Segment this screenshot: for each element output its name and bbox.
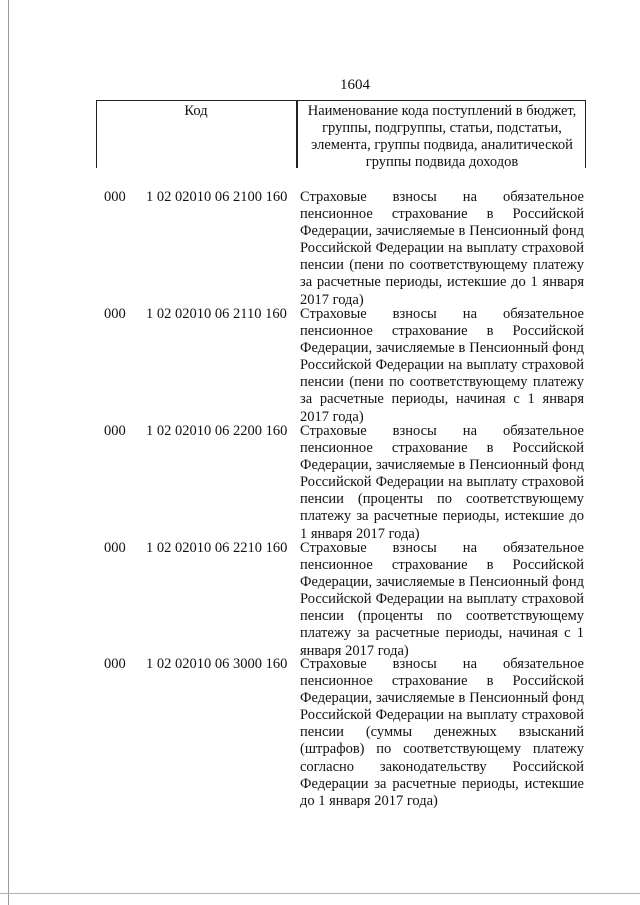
- row-group-code: 000: [104, 423, 126, 439]
- row-group-code: 000: [104, 656, 126, 672]
- row-description: Страховые взносы на обязательное пенсионное страхование в Российской Федерации, зачисляемые в Пенсионный фонд Российской Федерации на выплату страховой пенсии (проценты по соответствующему платежу за расчетные периоды, истекшие до 1 января 2017 года): [300, 423, 584, 542]
- row-group-code: 000: [104, 189, 126, 205]
- scan-edge-left: [8, 0, 9, 905]
- row-group-code: 000: [104, 306, 126, 322]
- row-revenue-code: 1 02 02010 06 3000 160: [146, 656, 288, 672]
- header-name-label: Наименование кода поступлений в бюджет, группы, подгруппы, статьи, подстатьи, элемента, группы подвида, аналитической группы подвида доходов: [307, 103, 577, 170]
- row-description: Страховые взносы на обязательное пенсионное страхование в Российской Федерации, зачисляемые в Пенсионный фонд Российской Федерации на выплату страховой пенсии (суммы денежных взысканий (штрафов) по соответствующему платежу согласно законодательству Российской Федерации за расчетные периоды, истекшие до 1 января 2017 года): [300, 656, 584, 809]
- row-revenue-code: 1 02 02010 06 2210 160: [146, 540, 288, 556]
- page-number: 1604: [340, 77, 370, 93]
- row-description: Страховые взносы на обязательное пенсионное страхование в Российской Федерации, зачисляемые в Пенсионный фонд Российской Федерации на выплату страховой пенсии (пени по соответствующему платежу за расчетные периоды, истекшие до 1 января 2017 года): [300, 189, 584, 308]
- header-code-label: Код: [184, 103, 208, 119]
- scan-edge-bottom: [0, 893, 640, 894]
- row-revenue-code: 1 02 02010 06 2100 160: [146, 189, 288, 205]
- row-description: Страховые взносы на обязательное пенсионное страхование в Российской Федерации, зачисляемые в Пенсионный фонд Российской Федерации на выплату страховой пенсии (пени по соответствующему платежу за расчетные периоды, начиная с 1 января 2017 года): [300, 306, 584, 425]
- row-description: Страховые взносы на обязательное пенсионное страхование в Российской Федерации, зачисляемые в Пенсионный фонд Российской Федерации на выплату страховой пенсии (проценты по соответствующему платежу за расчетные периоды, начиная с 1 января 2017 года): [300, 540, 584, 659]
- row-revenue-code: 1 02 02010 06 2110 160: [146, 306, 287, 322]
- row-revenue-code: 1 02 02010 06 2200 160: [146, 423, 288, 439]
- row-group-code: 000: [104, 540, 126, 556]
